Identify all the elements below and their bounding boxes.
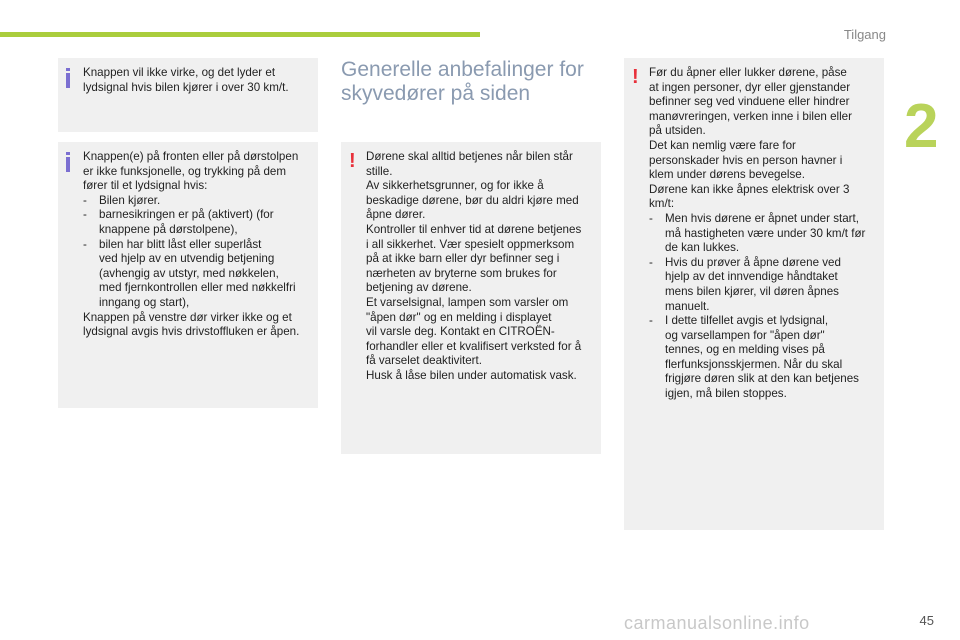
section-heading: Generelle anbefalinger for skyvedører på siden — [341, 58, 584, 105]
list-item: - Hvis du prøver å åpne dørene ved hjelp av det innvendige håndtaket mens bilen kjører, vil døren åpnes manuelt. — [649, 255, 841, 313]
top-accent-bar — [0, 32, 480, 37]
info-text: Knappen vil ikke virke, og det lyder et lydsignal hvis bilen kjører i over 30 km/t. — [83, 66, 289, 94]
info-box-speed — [58, 58, 318, 132]
section-title: Tilgang — [843, 27, 886, 42]
warning-text: Dørene skal alltid betjenes når bilen står stille. Av sikkerhetsgrunner, og for ikke å beskadige dørene, bør du aldri kjøre med åpne dører. Kontroller til enhver tid at dørene betjenes i all sikkerhet. Vær spesielt oppmerksom på at ikke barn eller dyr befinner seg i nærheten av bryterne som brukes for betjening av dørene. Et varselsignal, lampen som varsler om "åpen dør" og en melding i displayet vil varsle deg. Kontakt en CITROËN- forhandler eller et kvalifisert verksted for å få varselet deaktivitert. Husk å låse bilen under automatisk vask. — [366, 150, 582, 382]
list-item: - Bilen kjører. — [83, 193, 161, 207]
list-item: - Men hvis dørene er åpnet under start, må hastigheten være under 30 km/t før de kan lukkes. — [649, 211, 866, 255]
list-item: - bilen har blitt låst eller superlåst ved hjelp av en utvendig betjening (avhengig av utstyr, med nøkkelen, med fjernkontrollen eller med nøkkelfri inngang og start), — [83, 237, 296, 309]
info-icon — [66, 152, 70, 172]
chapter-number: 2 — [904, 92, 939, 161]
page-number: 45 — [919, 613, 934, 628]
warning-icon: ! — [349, 150, 356, 172]
warning-icon: ! — [632, 66, 639, 88]
warning-box-opening — [624, 58, 884, 530]
list-item: - barnesikringen er på (aktivert) (for knappene på dørstolpene), — [83, 208, 274, 236]
info-text: Knappen(e) på fronten eller på dørstolpen er ikke funksjonelle, og trykking på dem fører til et lydsignal hvis: - Bilen kjører. - barnesikringen er på (aktivert) (for knappene på dørstolpene), - bilen har blitt låst eller superlåst ved hjelp av en utvendig betjening (avhengig av utstyr, med nøkkelen, med fjernkontrollen eller med nøkkelfri inngang og start), Knappen på venstre dør virker ikke og et lydsignal avgis hvis drivstoffluken er åpen. — [58, 142, 318, 340]
warning-text: Før du åpner eller lukker dørene, påse at ingen personer, dyr eller gjenstander befinner seg ved vinduene eller hindrer manøvreringen, verken inne i bilen eller på utsiden. Det kan nemlig være fare for personskader hvis en person havner i klem under dørens bevegelse. Dørene kan ikke åpnes elektrisk over 3 km/t: - Men hvis dørene er åpnet under start, må hastigheten være under 30 km/t før de kan lukkes. - Hvis du prøver å åpne dørene ved hjelp av det innvendige håndtaket mens bilen kjører, vil døren åpnes manuelt. - I dette tilfellet avgis et lydsignal, og varsellampen for "åpen dør" tennes, og en melding vises på flerfunksjonsskjermen. Når du skal frigjøre døren slik at den kan betjenes igjen, må bilen stoppes. — [624, 58, 884, 402]
info-box-buttons — [58, 142, 318, 408]
warning-box-doors — [341, 142, 601, 454]
info-icon — [66, 68, 70, 88]
watermark: carmanualsonline.info — [624, 613, 810, 633]
list-item: - I dette tilfellet avgis et lydsignal, og varsellampen for "åpen dør" tennes, og en melding vises på flerfunksjonsskjermen. Når du skal frigjøre døren slik at den kan betjenes igjen, må bilen stoppes. — [649, 314, 859, 401]
